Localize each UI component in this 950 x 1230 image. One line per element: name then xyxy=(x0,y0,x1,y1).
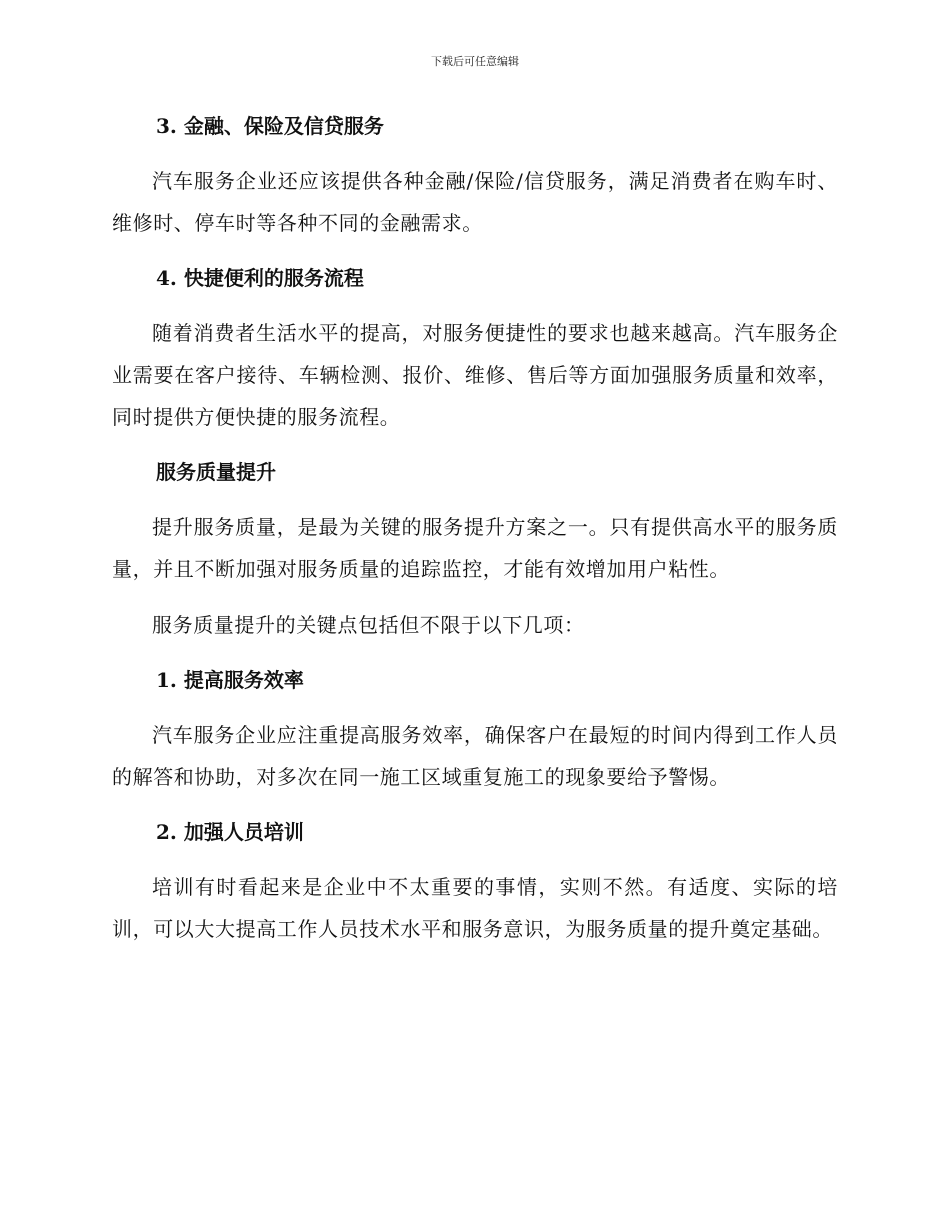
section-heading-financial-services: 3. 金融、保险及信贷服务 xyxy=(156,114,384,138)
section-heading-service-process: 4. 快捷便利的服务流程 xyxy=(156,266,364,290)
paragraph-key-points-intro: 服务质量提升的关键点包括但不限于以下几项： xyxy=(152,613,585,637)
section-heading-service-quality: 服务质量提升 xyxy=(156,460,276,484)
paragraph-financial-services: 汽车服务企业还应该提供各种金融/保险/信贷服务，满足消费者在购车时、维修时、停车时等各种不同的金融需求。 xyxy=(112,169,838,235)
paragraph-service-quality: 提升服务质量，是最为关键的服务提升方案之一。只有提供高水平的服务质量，并且不断加强对服务质量的追踪监控，才能有效增加用户粘性。 xyxy=(112,515,838,581)
document-body xyxy=(112,106,838,950)
paragraph-service-process: 随着消费者生活水平的提高，对服务便捷性的要求也越来越高。汽车服务企业需要在客户接待、车辆检测、报价、维修、售后等方面加强服务质量和效率，同时提供方便快捷的服务流程。 xyxy=(112,321,838,429)
section-heading-efficiency: 1. 提高服务效率 xyxy=(156,668,304,692)
section-heading-training: 2. 加强人员培训 xyxy=(156,820,304,844)
paragraph-training: 培训有时看起来是企业中不太重要的事情，实则不然。有适度、实际的培训，可以大大提高工作人员技术水平和服务意识，为服务质量的提升奠定基础。 xyxy=(112,875,838,941)
paragraph-efficiency: 汽车服务企业应注重提高服务效率，确保客户在最短的时间内得到工作人员的解答和协助，对多次在同一施工区域重复施工的现象要给予警惕。 xyxy=(112,723,838,789)
page-header: 下载后可任意编辑 xyxy=(431,55,519,68)
